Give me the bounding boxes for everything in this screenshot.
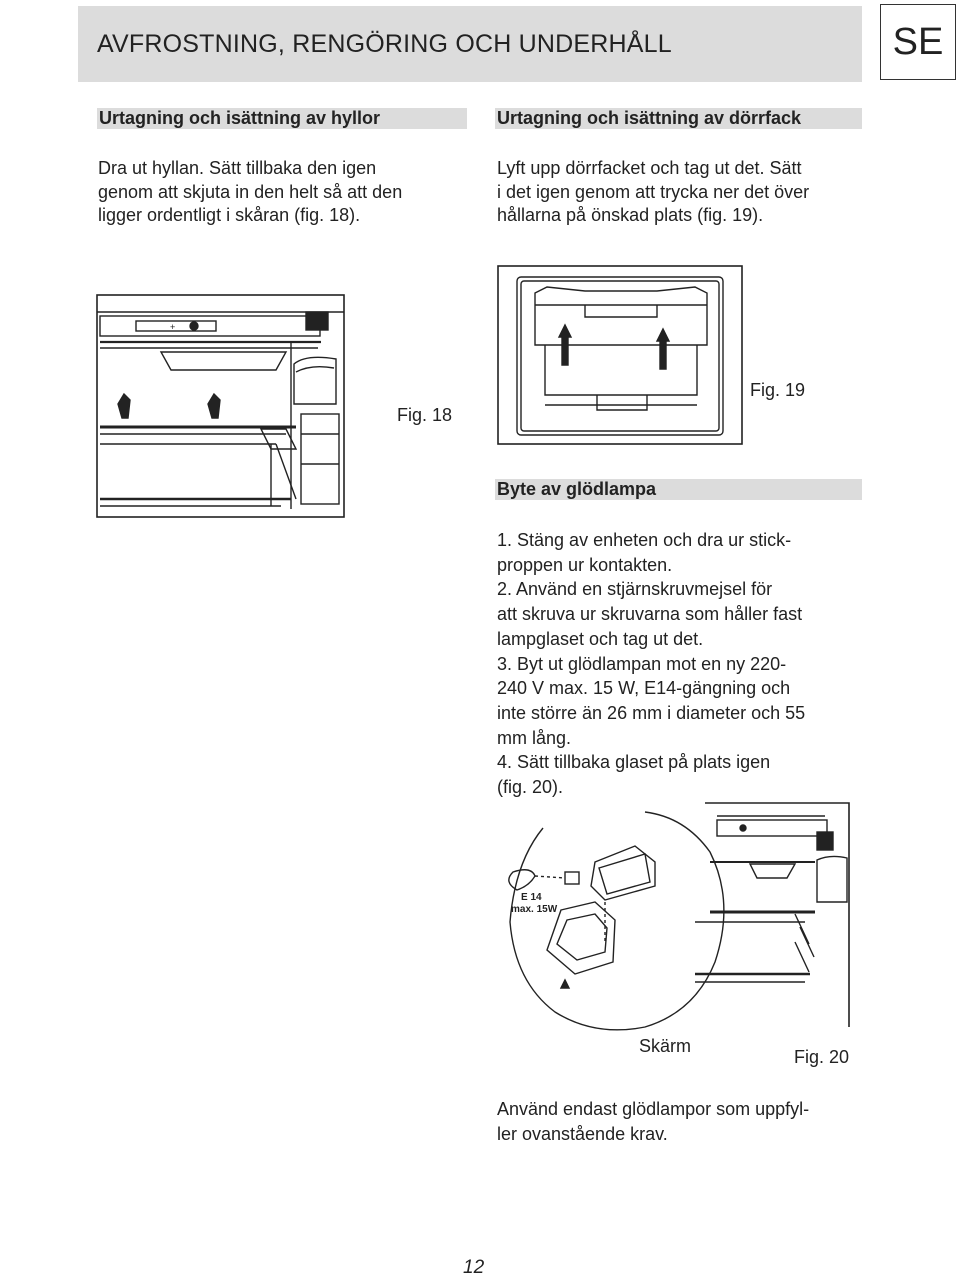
bulb-instructions	[497, 528, 805, 800]
fig19-illustration	[497, 265, 743, 445]
page-title: AVFROSTNING, RENGÖRING OCH UNDERHÅLL	[97, 30, 672, 58]
text-line: att skruva ur skruvarna som håller fast	[497, 604, 803, 625]
text-line: mm lång.	[497, 727, 572, 748]
text-line: 2. Använd en stjärnskruvmejsel för	[497, 579, 773, 600]
language-badge: SE	[880, 4, 956, 80]
text-line: ler ovanstående krav.	[497, 1123, 668, 1144]
text-line: genom att skjuta in den helt så att den	[98, 181, 403, 202]
text-line: 3. Byt ut glödlampan mot en ny 220-	[497, 653, 787, 674]
fig19-label: Fig. 19	[750, 380, 806, 400]
text-line: Använd endast glödlampor som uppfyl-	[497, 1099, 810, 1119]
section-heading-shelves: Urtagning och isättning av hyllor	[97, 108, 467, 129]
section-heading-bulb: Byte av glödlampa	[495, 479, 862, 500]
fig20-label: Fig. 20	[794, 1047, 850, 1067]
text-line: i det igen genom att trycka ner det över	[497, 181, 810, 202]
fig18-illustration	[96, 294, 346, 518]
shelves-text	[98, 157, 402, 228]
text-line: 4. Sätt tillbaka glaset på plats igen	[497, 752, 771, 773]
text-line: 1. Stäng av enheten och dra ur stick-	[497, 530, 792, 550]
bulb-note	[497, 1097, 809, 1146]
svg-text:+: +	[170, 322, 176, 332]
fig20-callout: Skärm	[639, 1036, 692, 1056]
text-line: proppen ur kontakten.	[497, 554, 673, 575]
door-bins-text	[497, 157, 809, 228]
bulb-spec-line-2: max. 15W	[511, 904, 558, 915]
text-line: inte större än 26 mm i diameter och 55	[497, 702, 806, 723]
bulb-spec-line-1: E 14	[521, 892, 542, 903]
text-line: lampglaset och tag ut det.	[497, 628, 704, 649]
fig20-illustration	[495, 802, 851, 1034]
page-number: 12	[463, 1257, 485, 1278]
text-line: hållarna på önskad plats (fig. 19).	[497, 205, 764, 225]
text-line: ligger ordentligt i skåran (fig. 18).	[98, 205, 361, 225]
text-line: (fig. 20).	[497, 777, 564, 798]
text-line: Lyft upp dörrfacket och tag ut det. Sätt	[497, 158, 802, 178]
text-line: Dra ut hyllan. Sätt tillbaka den igen	[98, 158, 377, 178]
text-line: 240 V max. 15 W, E14-gängning och	[497, 678, 791, 699]
fig18-label: Fig. 18	[397, 405, 453, 425]
section-heading-door-bins: Urtagning och isättning av dörrfack	[495, 108, 862, 129]
